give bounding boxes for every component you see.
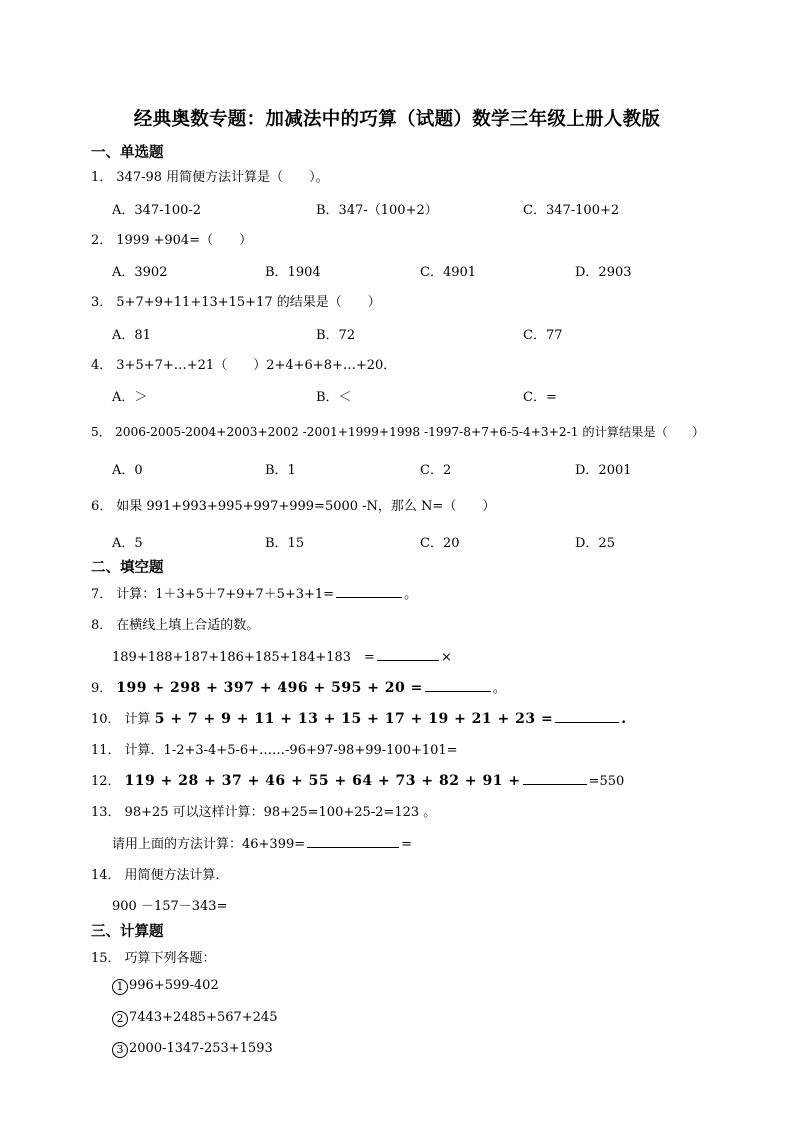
q2-option-b: B．1904: [265, 265, 321, 280]
question-8: 8． 在横线上填上合适的数。: [91, 618, 260, 633]
question-7: 7． 计算：1＋3+5＋7+9+7＋5+3+1= 。: [91, 587, 418, 602]
page-title: 经典奥数专题：加减法中的巧算（试题）数学三年级上册人教版: [133, 109, 661, 130]
circled-number: 1: [112, 979, 128, 995]
question-11: 11． 计算．1-2+3-4+5-6+……-96+97-98+99-100+101=: [91, 743, 458, 758]
q4-option-a: A．＞: [112, 390, 148, 405]
question-14: 14． 用简便方法计算．: [91, 868, 229, 883]
question-15-item-2: 2 7443+2485+567+245: [112, 1010, 277, 1027]
question-8-line-2: 189+188+187+186+185+184+183 = ×: [112, 650, 452, 665]
question-14-line-2: 900 －157－343=: [112, 899, 228, 914]
answer-blank[interactable]: [377, 648, 439, 661]
question-13-line-2: 请用上面的方法计算：46+399= =: [112, 837, 413, 852]
question-5: 5． 2006-2005-2004+2003+2002 -2001+1999+1998 -1997-8+7+6-5-4+3+2-1 的计算结果是（ ）: [91, 425, 705, 439]
question-1: 1． 347-98 用简便方法计算是（ ）。: [91, 170, 329, 185]
q5-option-d: D．2001: [575, 463, 632, 478]
question-6: 6． 如果 991+993+995+997+999=5000 -N，那么 N=（ ）: [91, 499, 496, 514]
question-15: 15． 巧算下列各题：: [91, 951, 216, 966]
section-heading-calculation: 三、计算题: [91, 924, 164, 940]
q6-option-c: C．20: [420, 536, 460, 551]
q1-option-a: A．347-100-2: [112, 203, 202, 218]
q5-option-b: B．1: [265, 463, 296, 478]
question-3: 3． 5+7+9+11+13+15+17 的结果是（ ）: [91, 295, 381, 310]
question-15-item-3: 3 2000-1347-253+1593: [112, 1041, 273, 1058]
q3-option-a: A．81: [112, 328, 151, 343]
question-9: 9． 199 + 298 + 397 + 496 + 595 + 20 = 。: [91, 680, 506, 696]
q4-option-b: B．＜: [316, 390, 352, 405]
q6-option-d: D．25: [575, 536, 615, 551]
question-4: 4． 3+5+7+…+21（ ）2+4+6+8+…+20．: [91, 358, 397, 373]
q3-option-c: C．77: [523, 328, 563, 343]
q6-option-a: A．5: [112, 536, 143, 551]
question-2: 2． 1999 +904=（ ）: [91, 233, 253, 248]
answer-blank[interactable]: [336, 585, 402, 598]
question-12: 12． 119 + 28 + 37 + 46 + 55 + 64 + 73 + 82 + 91 + =550: [91, 773, 625, 789]
answer-blank[interactable]: [425, 679, 491, 692]
q1-option-c: C．347-100+2: [523, 203, 620, 218]
question-15-item-1: 1 996+599-402: [112, 978, 219, 995]
question-13: 13． 98+25 可以这样计算：98+25=100+25-2=123 。: [91, 805, 437, 820]
answer-blank[interactable]: [555, 710, 619, 723]
question-10: 10． 计算 5 + 7 + 9 + 11 + 13 + 15 + 17 + 19 + 21 + 23 = .: [91, 711, 627, 727]
q2-option-c: C．4901: [420, 265, 477, 280]
answer-blank[interactable]: [307, 835, 399, 848]
q5-option-a: A．0: [112, 463, 143, 478]
q2-option-a: A．3902: [112, 265, 168, 280]
q6-option-b: B．15: [265, 536, 305, 551]
circled-number: 3: [112, 1042, 128, 1058]
answer-blank[interactable]: [523, 772, 587, 785]
q4-option-c: C．=: [523, 390, 557, 405]
section-heading-single-choice: 一、单选题: [91, 145, 164, 161]
q3-option-b: B．72: [316, 328, 356, 343]
section-heading-fill-in: 二、填空题: [91, 560, 164, 576]
q2-option-d: D．2903: [575, 265, 632, 280]
circled-number: 2: [112, 1011, 128, 1027]
q5-option-c: C．2: [420, 463, 452, 478]
q1-option-b: B．347-（100+2）: [316, 203, 438, 218]
